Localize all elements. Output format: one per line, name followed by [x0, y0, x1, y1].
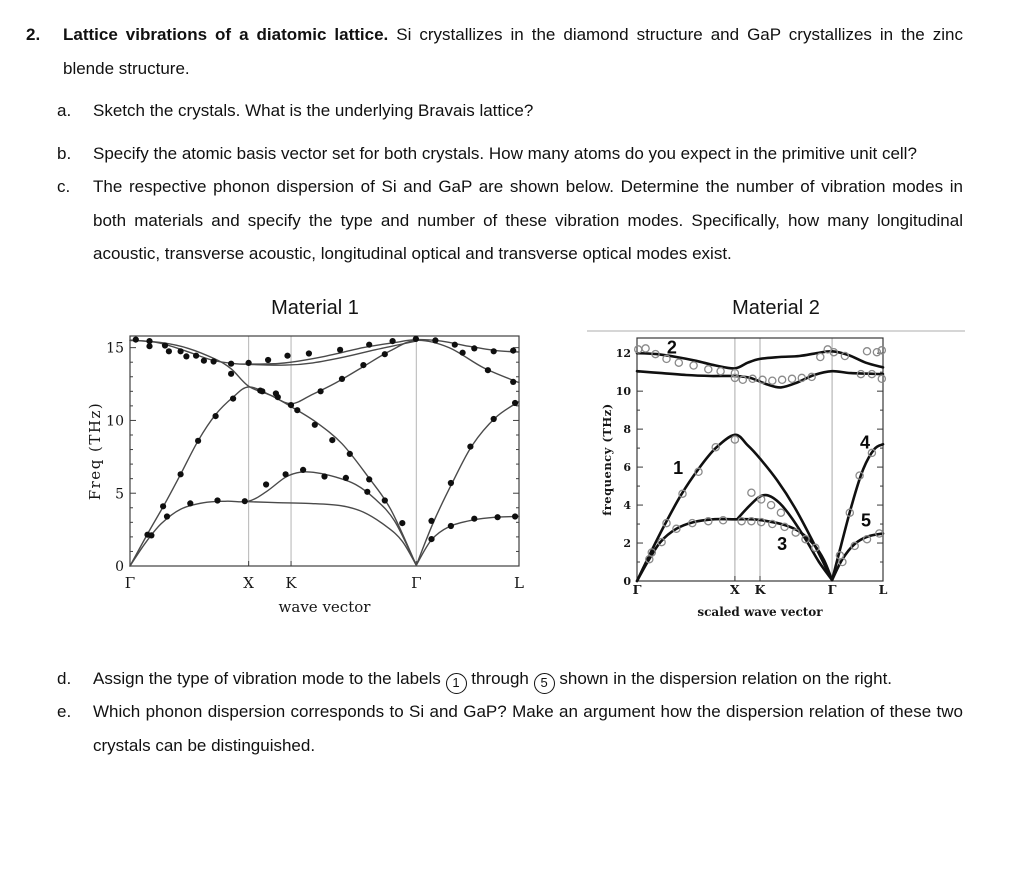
svg-text:L: L [514, 573, 524, 592]
item-a-label: a. [57, 101, 72, 120]
item-c [57, 170, 963, 271]
problem-intro [63, 18, 963, 85]
subitems-abc [57, 94, 963, 271]
svg-text:12: 12 [615, 346, 631, 360]
figure-material2 [585, 293, 967, 639]
material1-title: Material 1 [271, 296, 359, 319]
svg-text:K: K [285, 573, 297, 592]
svg-text:6: 6 [623, 460, 631, 474]
svg-text:0: 0 [623, 574, 631, 588]
circled-number-5: 5 [534, 673, 555, 694]
item-a-text: Sketch the crystals. What is the underlying Bravais lattice? [93, 101, 534, 120]
svg-text:5: 5 [115, 485, 124, 502]
item-e-text: Which phonon dispersion corresponds to Si and GaP? Make an argument how the dispersion relation of these two crystals can be distinguished. [93, 702, 963, 755]
svg-text:wave vector: wave vector [278, 597, 371, 616]
material2-chart [585, 327, 967, 639]
svg-text:8: 8 [623, 422, 631, 436]
item-d-mid: through [471, 668, 529, 688]
svg-text:Γ: Γ [124, 573, 136, 592]
figure-material1 [85, 293, 545, 627]
problem-intro-text: Si crystallizes in the diamond structure and GaP crystallizes in the zinc blende structure. [63, 25, 963, 78]
svg-text:scaled wave vector: scaled wave vector [697, 604, 823, 619]
item-b-label: b. [57, 143, 72, 163]
svg-text:Γ: Γ [411, 573, 422, 592]
svg-text:1: 1 [673, 457, 684, 478]
svg-text:Γ: Γ [632, 581, 642, 597]
svg-text:4: 4 [623, 498, 631, 512]
svg-text:Γ: Γ [827, 581, 837, 597]
circled-number-1: 1 [446, 673, 467, 694]
item-b [57, 137, 963, 171]
item-d-post: shown in the dispersion relation on the right. [559, 668, 893, 688]
svg-text:10: 10 [615, 384, 631, 398]
problem-title: Lattice vibrations of a diatomic lattice. [63, 25, 389, 44]
svg-text:Freq (THz): Freq (THz) [86, 401, 104, 500]
svg-text:X: X [243, 573, 254, 592]
svg-text:5: 5 [861, 509, 872, 530]
item-b-text: Specify the atomic basis vector set for both crystals. How many atoms do you expect in the primitive unit cell? [93, 143, 917, 163]
svg-text:L: L [878, 581, 888, 597]
item-a [57, 94, 963, 128]
item-d-pre: Assign the type of vibration mode to the labels [93, 668, 441, 688]
svg-text:2: 2 [623, 536, 631, 550]
problem-number: 2. [26, 25, 41, 44]
item-d [57, 662, 963, 696]
material1-chart [85, 327, 545, 627]
problem-intro-row [26, 18, 963, 94]
item-e-label: e. [57, 702, 72, 721]
item-e [57, 695, 963, 762]
svg-text:3: 3 [777, 533, 788, 554]
item-d-label: d. [57, 668, 72, 688]
svg-text:4: 4 [860, 431, 871, 452]
svg-text:frequency (THz): frequency (THz) [600, 402, 614, 516]
svg-text:K: K [754, 581, 766, 597]
item-c-label: c. [57, 177, 71, 196]
svg-text:10: 10 [106, 412, 124, 429]
svg-text:X: X [730, 581, 740, 597]
figures-row [26, 293, 963, 645]
svg-text:2: 2 [666, 336, 677, 357]
item-c-text: The respective phonon dispersion of Si and GaP are shown below. Determine the number of vibration modes in both materials and specify the type and number of these vibration modes. Specifically, how many longitudinal acoustic, transverse acoustic, longitudinal optical and transverse optical modes exist. [93, 177, 963, 263]
svg-text:0: 0 [115, 558, 124, 575]
svg-text:15: 15 [106, 340, 124, 357]
subitems-de [57, 662, 963, 763]
material2-title: Material 2 [732, 296, 820, 319]
item-d-text [93, 662, 963, 696]
